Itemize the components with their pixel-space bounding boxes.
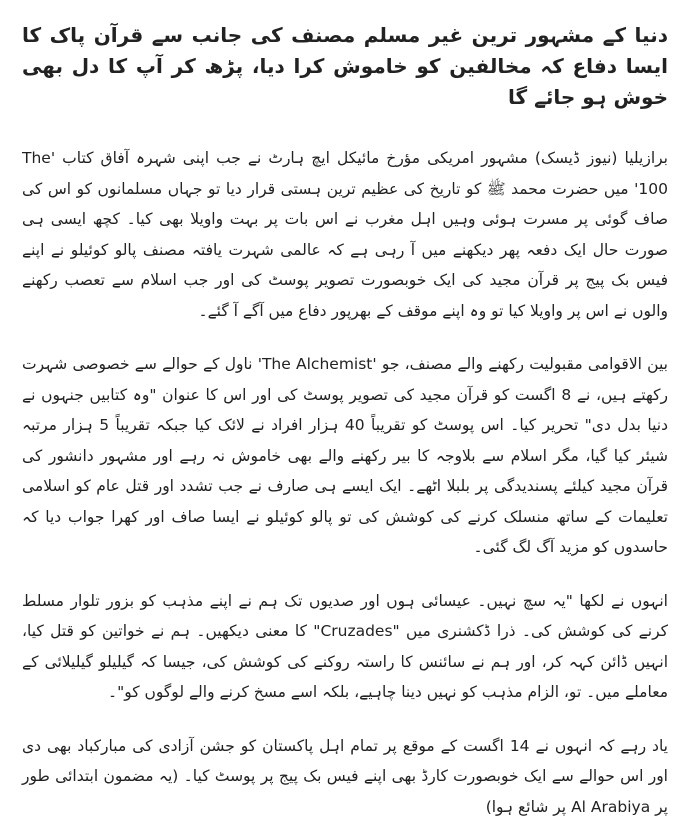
article-paragraph: انہوں نے لکھا "یہ سچ نہیں۔ عیسائی ہوں اور صدیوں تک ہم نے اپنے مذہب کو بزور تلوار مسلط کرنے کی کوشش کی۔ ذرا ڈکشنری میں "Cruzades" کا معنی دیکھیں۔ ہم نے خواتین کو قتل کیا، انہیں ڈائن کہہ کر، اور ہم نے سائنس کا راستہ روکنے کی کوشش کی، جیسا کہ گیلیلو گیلیلائی کے معاملے میں۔ تو، الزام مذہب کو نہیں دینا چاہیے، بلکہ اسے مسخ کرنے والے لوگوں کو"۔ bbox=[22, 586, 668, 708]
article-paragraph: یاد رہے کہ انہوں نے 14 اگست کے موقع پر تمام اہل پاکستان کو جشن آزادی کی مبارکباد بھی دی اور اس حوالے سے ایک خوبصورت کارڈ بھی اپنے فیس بک پیج پر پوسٹ کیا۔ (یہ مضمون ابتدائی طور پر Al Arabiya پر شائع ہوا) bbox=[22, 731, 668, 822]
article-headline: دنیا کے مشہور ترین غیر مسلم مصنف کی جانب سے قرآن پاک کا ایسا دفاع کہ مخالفین کو خاموش کرا دیا، پڑھ کر آپ کا دل بھی خوش ہو جائے گا bbox=[22, 20, 668, 113]
article-paragraph: برازیلیا (نیوز ڈیسک) مشہور امریکی مؤرخ مائیکل ایچ ہارٹ نے جب اپنی شہرہ آفاق کتاب 'The 100' میں حضرت محمد ﷺ کو تاریخ کی عظیم ترین ہستی قرار دیا تو جہاں مسلمانوں کو اس کی صاف گوئی پر مسرت ہوئی وہیں اہل مغرب نے اس بات پر بہت واویلا بھی کیا۔ کچھ ایسی ہی صورت حال ایک دفعہ پھر دیکھنے میں آ رہی ہے کہ عالمی شہرت یافتہ مصنف پالو کوئیلو نے اپنے فیس بک پیج پر قرآن مجید کی ایک خوبصورت تصویر پوسٹ کی اور جب اسلام سے تعصب رکھنے والوں نے اس پر واویلا کیا تو وہ اپنے موقف کے بھرپور دفاع میں آگے آ گئے۔ bbox=[22, 143, 668, 326]
article-paragraph: بین الاقوامی مقبولیت رکھنے والے مصنف، جو 'The Alchemist' ناول کے حوالے سے خصوصی شہرت رکھتے ہیں، نے 8 اگست کو قرآن مجید کی تصویر پوسٹ کی اور اس کا عنوان "وہ کتابیں جنہوں نے دنیا بدل دی" تحریر کیا۔ اس پوسٹ کو تقریباً 40 ہزار افراد نے لائک کیا جبکہ تقریباً 5 ہزار مرتبہ شیئر کیا گیا، مگر اسلام سے بلاوجہ کا بیر رکھنے والے بھی خاموش نہ رہے اور مشہور دانشور کی قرآن مجید کیلئے پسندیدگی پر بلبلا اٹھے۔ ایک ایسے ہی صارف نے جب تشدد اور قتل عام کو اسلامی تعلیمات کے ساتھ منسلک کرنے کی کوشش کی تو پالو کوئیلو نے ایسا صاف اور کھرا جواب دیا کہ حاسدوں کو مزید آگ لگ گئی۔ bbox=[22, 349, 668, 563]
